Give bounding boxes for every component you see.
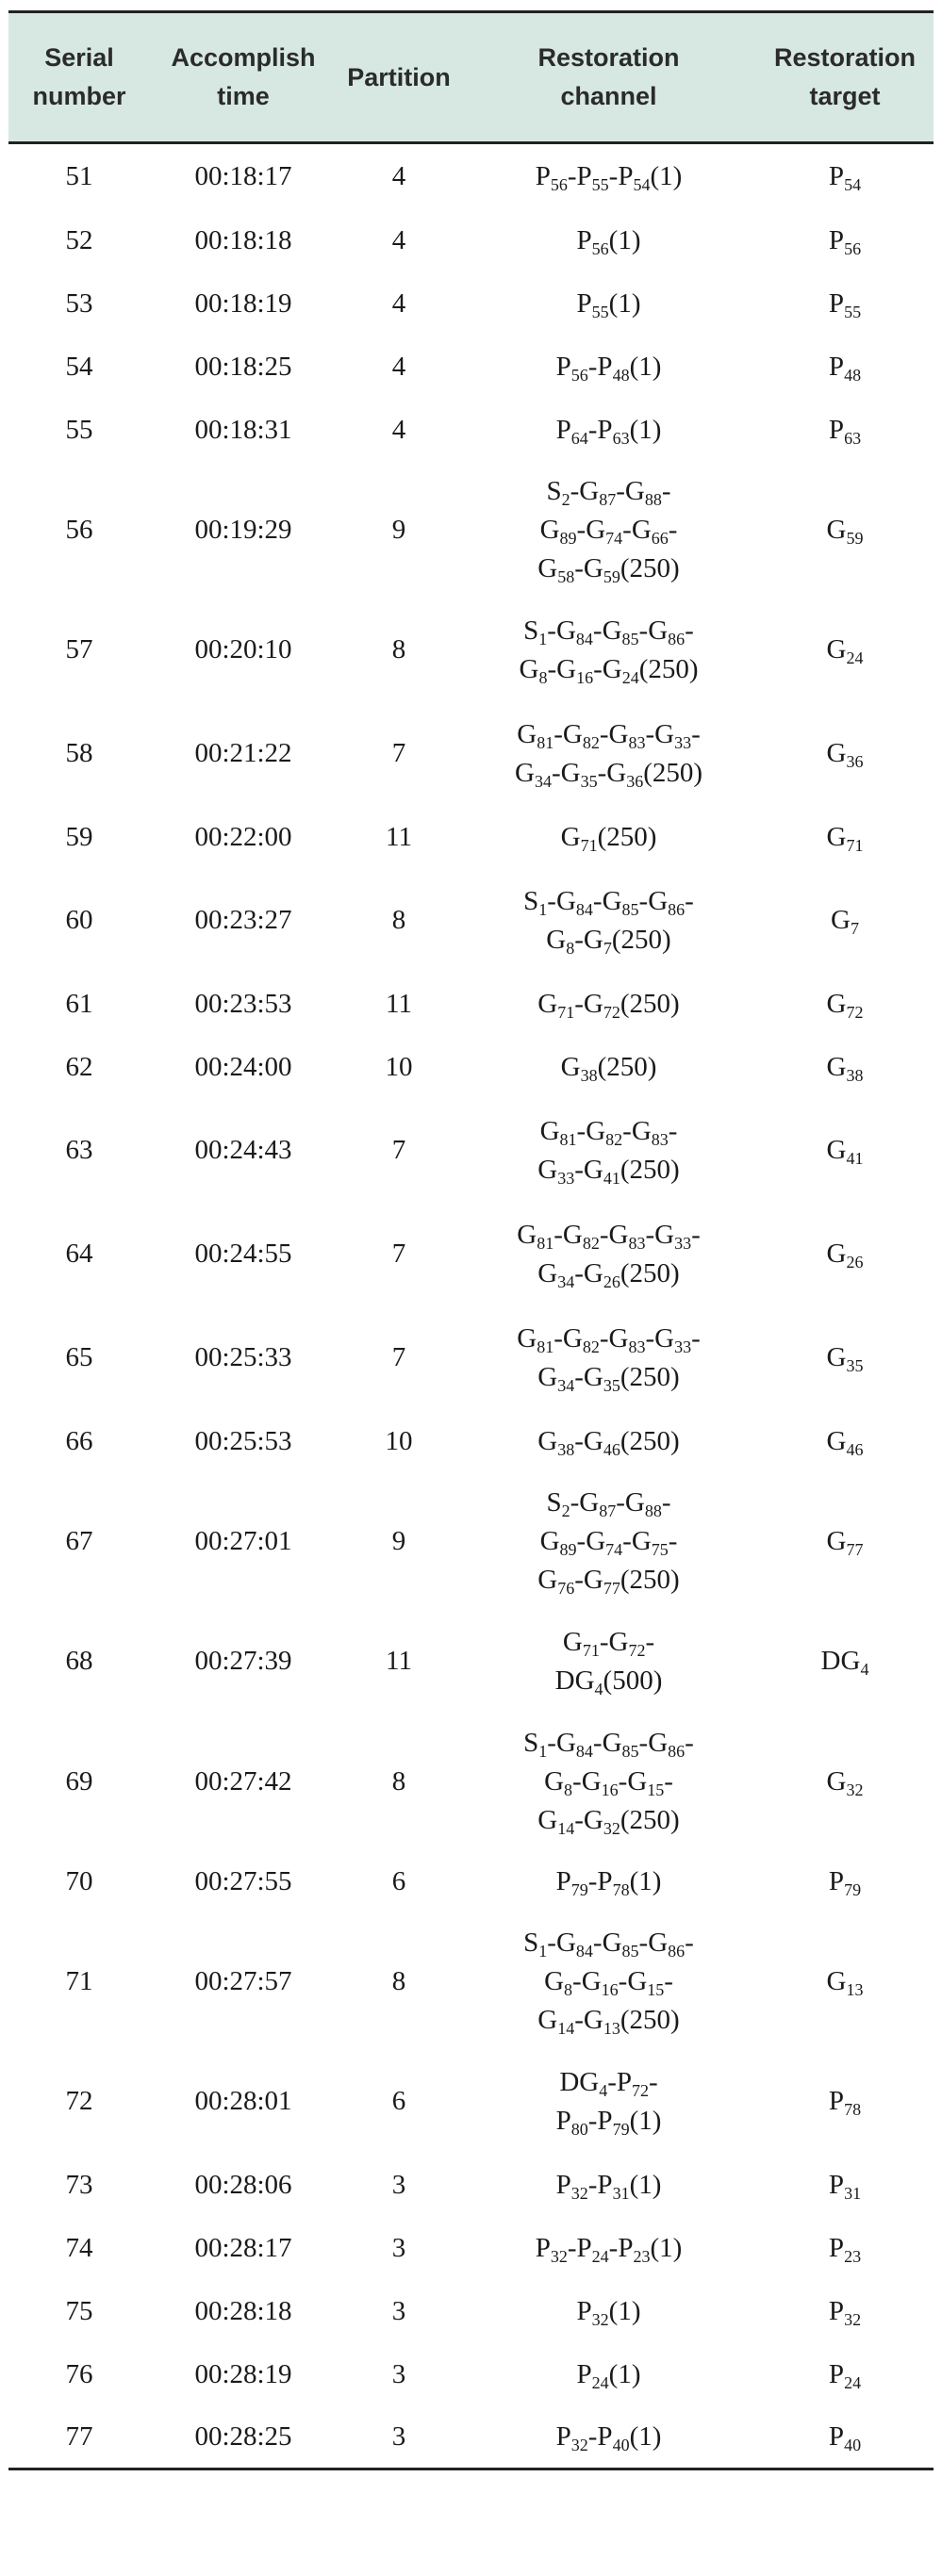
- cell-restoration-target: $G_{71}$: [826, 821, 864, 855]
- cell-restoration-channel: $G_{38}(250)$: [560, 1051, 657, 1085]
- table-row: [8, 1610, 934, 1714]
- cell-partition: 7: [391, 1239, 406, 1269]
- cell-restoration-target: $G_{41}$: [826, 1135, 864, 1168]
- cell-serial-number: 56: [65, 514, 93, 545]
- table-row: [8, 1036, 934, 1099]
- header-row: [8, 12, 934, 143]
- cell-accomplish-time: 00:23:53: [194, 988, 292, 1019]
- header-restoration-target: Restoration target: [756, 12, 934, 143]
- cell-restoration-target: $P_{24}$: [828, 2358, 862, 2392]
- cell-restoration-channel: $G_{71}(250)$: [560, 821, 657, 855]
- table-row: [8, 462, 934, 599]
- cell-restoration-channel: $P_{64}-P_{63}(1)$: [555, 414, 662, 448]
- cell-restoration-channel: $P_{32}(1)$: [576, 2295, 641, 2329]
- cell-restoration-target: $G_{36}$: [826, 738, 864, 771]
- cell-serial-number: 71: [65, 1965, 93, 1996]
- cell-accomplish-time: 00:27:57: [194, 1965, 292, 1996]
- cell-restoration-target: $G_{13}$: [826, 1965, 864, 1999]
- cell-partition: 7: [391, 1342, 406, 1372]
- cell-accomplish-time: 00:25:53: [194, 1425, 292, 1456]
- cell-accomplish-time: 00:27:39: [194, 1646, 292, 1676]
- restoration-table: [8, 10, 934, 2470]
- cell-restoration-channel: $DG_4-P_{72}-$ $P_{80}-P_{79}(1)$: [555, 2066, 662, 2139]
- table-row: [8, 1099, 934, 1203]
- cell-restoration-channel: $P_{32}-P_{24}-P_{23}(1)$: [535, 2232, 683, 2266]
- table-row: [8, 2343, 934, 2406]
- cell-restoration-target: $P_{78}$: [828, 2086, 862, 2119]
- table-row: [8, 1850, 934, 1913]
- cell-restoration-channel: $P_{56}-P_{55}-P_{54}(1)$: [535, 160, 683, 194]
- cell-serial-number: 74: [65, 2232, 93, 2263]
- cell-restoration-channel: $S_1-G_{84}-G_{85}-G_{86}-$ $G_8-G_{16}-G_{15}-$ $G_{14}-G_{32}(250)$: [523, 1727, 694, 1838]
- cell-restoration-target: $P_{79}$: [828, 1865, 862, 1899]
- cell-partition: 8: [391, 1765, 406, 1797]
- table-row: [8, 869, 934, 973]
- cell-restoration-channel: $P_{56}(1)$: [576, 224, 641, 258]
- cell-restoration-target: $P_{54}$: [828, 160, 862, 194]
- table-row: [8, 272, 934, 336]
- table-body: [8, 143, 934, 2469]
- table-row: [8, 806, 934, 869]
- cell-restoration-channel: $G_{81}-G_{82}-G_{83}-G_{33}-$ $G_{34}-G_{35}(250)$: [517, 1322, 701, 1395]
- table-row: [8, 2217, 934, 2280]
- table-row: [8, 702, 934, 806]
- cell-partition: 10: [385, 1425, 413, 1456]
- cell-serial-number: 57: [65, 634, 93, 665]
- cell-restoration-channel: $G_{81}-G_{82}-G_{83}-G_{33}-$ $G_{34}-G_{26}(250)$: [517, 1219, 701, 1291]
- cell-serial-number: 75: [65, 2295, 93, 2326]
- cell-restoration-channel: $P_{55}(1)$: [576, 287, 641, 321]
- cell-restoration-target: $DG_4$: [820, 1646, 869, 1679]
- cell-restoration-target: $P_{63}$: [828, 414, 862, 448]
- table-row: [8, 599, 934, 702]
- cell-accomplish-time: 00:23:27: [194, 905, 292, 935]
- table-row: [8, 973, 934, 1036]
- cell-restoration-channel: $P_{32}-P_{40}(1)$: [461, 2406, 756, 2469]
- cell-accomplish-time: 00:24:00: [194, 1051, 292, 1082]
- cell-restoration-target: $G_{35}$: [826, 1342, 864, 1375]
- table-row: [8, 2050, 934, 2154]
- cell-serial-number: 59: [65, 821, 93, 852]
- cell-partition: 3: [337, 2406, 461, 2469]
- table-row: [8, 209, 934, 272]
- cell-partition: 4: [391, 224, 406, 255]
- cell-accomplish-time: 00:19:29: [194, 514, 292, 545]
- table-row: [8, 1410, 934, 1473]
- cell-serial-number: 64: [65, 1239, 93, 1269]
- cell-partition: 8: [391, 1965, 406, 1996]
- cell-accomplish-time: 00:18:19: [194, 287, 292, 319]
- table-header: [8, 12, 934, 143]
- cell-restoration-channel: $S_1-G_{84}-G_{85}-G_{86}-$ $G_8-G_{16}-G_{24}(250)$: [519, 615, 699, 687]
- cell-restoration-target: $P_{40}$: [756, 2406, 934, 2469]
- cell-partition: 6: [391, 1865, 406, 1896]
- header-accomplish-time: Accomplish time: [150, 12, 337, 143]
- cell-serial-number: 58: [65, 738, 93, 768]
- cell-partition: 9: [391, 514, 406, 545]
- cell-restoration-target: $G_{24}$: [826, 634, 864, 667]
- cell-serial-number: 60: [65, 905, 93, 935]
- cell-partition: 4: [391, 351, 406, 382]
- cell-restoration-target: $G_{46}$: [826, 1425, 864, 1459]
- cell-partition: 3: [391, 2232, 406, 2263]
- cell-restoration-target: $P_{31}$: [828, 2169, 862, 2203]
- cell-accomplish-time: 00:25:33: [194, 1342, 292, 1372]
- cell-serial-number: 52: [65, 224, 93, 255]
- cell-accomplish-time: 00:24:43: [194, 1135, 292, 1165]
- cell-accomplish-time: 00:28:01: [194, 2086, 292, 2116]
- cell-serial-number: 67: [65, 1525, 93, 1556]
- cell-serial-number: 76: [65, 2358, 93, 2389]
- table-row: [8, 1913, 934, 2050]
- header-serial-number: Serial number: [8, 12, 150, 143]
- cell-partition: 11: [386, 821, 412, 852]
- cell-accomplish-time: 00:27:42: [194, 1765, 292, 1797]
- cell-partition: 4: [391, 287, 406, 319]
- cell-partition: 4: [391, 414, 406, 445]
- cell-serial-number: 72: [65, 2086, 93, 2116]
- cell-restoration-channel: $G_{81}-G_{82}-G_{83}-G_{33}-$ $G_{34}-G_{35}-G_{36}(250)$: [514, 718, 703, 791]
- cell-restoration-target: $G_{59}$: [826, 514, 864, 548]
- cell-partition: 3: [391, 2295, 406, 2326]
- cell-partition: 8: [391, 905, 406, 935]
- table-row: [8, 2406, 934, 2469]
- cell-partition: 11: [386, 988, 412, 1019]
- table-row: [8, 2154, 934, 2217]
- header-partition: Partition: [337, 12, 461, 143]
- cell-restoration-target: $P_{23}$: [828, 2232, 862, 2266]
- cell-restoration-channel: $P_{32}-P_{31}(1)$: [555, 2169, 662, 2203]
- cell-serial-number: 51: [65, 160, 93, 191]
- cell-restoration-channel: $S_1-G_{84}-G_{85}-G_{86}-$ $G_8-G_{16}-G_{15}-$ $G_{14}-G_{13}(250)$: [523, 1927, 694, 2038]
- cell-restoration-target: $G_{72}$: [826, 988, 864, 1022]
- cell-serial-number: 66: [65, 1425, 93, 1456]
- cell-accomplish-time: 00:18:17: [194, 160, 292, 191]
- cell-restoration-target: $P_{56}$: [828, 224, 862, 258]
- cell-serial-number: 62: [65, 1051, 93, 1082]
- cell-serial-number: 73: [65, 2169, 93, 2200]
- cell-restoration-channel: $G_{38}-G_{46}(250)$: [537, 1425, 680, 1459]
- cell-partition: 11: [386, 1646, 412, 1676]
- cell-restoration-target: $G_{38}$: [826, 1051, 864, 1085]
- cell-serial-number: 61: [65, 988, 93, 1019]
- cell-restoration-channel: $G_{81}-G_{82}-G_{83}-$ $G_{33}-G_{41}(250)$: [537, 1115, 680, 1188]
- cell-partition: 3: [391, 2169, 406, 2200]
- cell-restoration-channel: $P_{56}-P_{48}(1)$: [555, 351, 662, 385]
- table-row: [8, 143, 934, 209]
- cell-serial-number: 63: [65, 1135, 93, 1165]
- cell-partition: 4: [391, 160, 406, 191]
- table-row: [8, 1203, 934, 1306]
- cell-restoration-target: $P_{55}$: [828, 287, 862, 321]
- table-row: [8, 1473, 934, 1610]
- cell-accomplish-time: 00:28:17: [194, 2232, 292, 2263]
- cell-accomplish-time: 00:28:19: [194, 2358, 292, 2389]
- cell-restoration-channel: $G_{71}-G_{72}(250)$: [537, 988, 680, 1022]
- cell-partition: 6: [391, 2086, 406, 2116]
- cell-restoration-channel: $S_2-G_{87}-G_{88}-$ $G_{89}-G_{74}-G_{75}-$ $G_{76}-G_{77}(250)$: [537, 1486, 680, 1598]
- cell-accomplish-time: 00:18:25: [194, 351, 292, 382]
- cell-partition: 7: [391, 738, 406, 768]
- cell-accomplish-time: 00:27:01: [194, 1525, 292, 1556]
- cell-restoration-target: $G_{26}$: [826, 1239, 864, 1272]
- cell-serial-number: 70: [65, 1865, 93, 1896]
- table-row: [8, 2280, 934, 2343]
- cell-partition: 3: [391, 2358, 406, 2389]
- cell-accomplish-time: 00:18:31: [194, 414, 292, 445]
- cell-serial-number: 55: [65, 414, 93, 445]
- cell-partition: 9: [391, 1525, 406, 1556]
- cell-partition: 7: [391, 1135, 406, 1165]
- cell-restoration-channel: $P_{24}(1)$: [576, 2358, 641, 2392]
- cell-accomplish-time: 00:21:22: [194, 738, 292, 768]
- cell-restoration-channel: $P_{79}-P_{78}(1)$: [555, 1865, 662, 1899]
- cell-restoration-target: $P_{32}$: [828, 2295, 862, 2329]
- cell-partition: 8: [391, 634, 406, 665]
- cell-accomplish-time: 00:22:00: [194, 821, 292, 852]
- cell-serial-number: 53: [65, 287, 93, 319]
- cell-serial-number: 65: [65, 1342, 93, 1372]
- cell-accomplish-time: 00:28:18: [194, 2295, 292, 2326]
- cell-partition: 10: [385, 1051, 413, 1082]
- cell-restoration-target: $P_{48}$: [828, 351, 862, 385]
- cell-accomplish-time: 00:28:06: [194, 2169, 292, 2200]
- cell-serial-number: 54: [65, 351, 93, 382]
- cell-restoration-channel: $S_1-G_{84}-G_{85}-G_{86}-$ $G_8-G_7(250)$: [523, 885, 694, 958]
- cell-accomplish-time: 00:28:25: [150, 2406, 337, 2469]
- cell-serial-number: 68: [65, 1646, 93, 1676]
- cell-serial-number: 69: [65, 1765, 93, 1797]
- cell-accomplish-time: 00:18:18: [194, 224, 292, 255]
- table-row: [8, 336, 934, 399]
- cell-accomplish-time: 00:27:55: [194, 1865, 292, 1896]
- cell-restoration-channel: $S_2-G_{87}-G_{88}-$ $G_{89}-G_{74}-G_{66}-$ $G_{58}-G_{59}(250)$: [537, 475, 680, 586]
- cell-restoration-target: $G_{32}$: [826, 1765, 864, 1799]
- cell-restoration-channel: $G_{71}-G_{72}-$ $DG_4(500)$: [554, 1626, 663, 1698]
- cell-accomplish-time: 00:20:10: [194, 634, 292, 665]
- table-row: [8, 1714, 934, 1850]
- table-row: [8, 399, 934, 462]
- cell-restoration-target: $G_{77}$: [826, 1525, 864, 1559]
- table-row: [8, 1306, 934, 1410]
- header-restoration-channel: Restoration channel: [461, 12, 756, 143]
- cell-accomplish-time: 00:24:55: [194, 1239, 292, 1269]
- cell-restoration-target: $G_7$: [831, 905, 859, 938]
- cell-serial-number: 77: [8, 2406, 150, 2469]
